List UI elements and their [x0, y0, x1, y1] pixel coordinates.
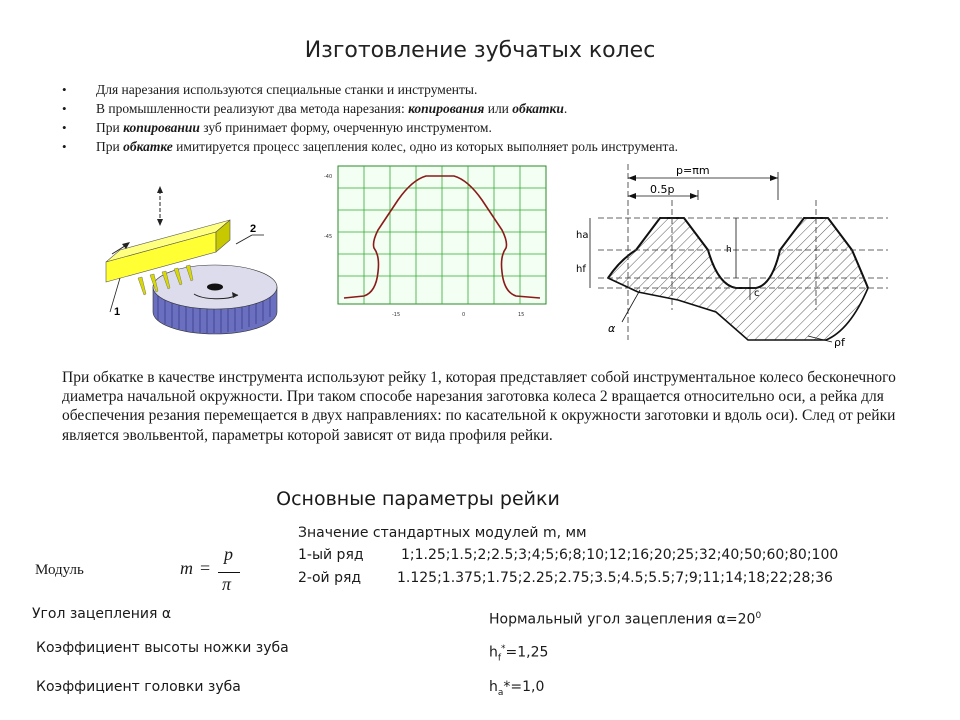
bullet-item: • В промышленности реализуют два метода нарезания: копирования или обкатки. — [62, 99, 678, 118]
page-title: Изготовление зубчатых колес — [304, 38, 656, 63]
alpha-label: α — [608, 322, 616, 335]
y-tick: -40 — [324, 174, 333, 180]
hf-coef-label: Коэффициент высоты ножки зуба — [36, 640, 289, 656]
formula-denominator: π — [222, 574, 232, 594]
row2-label: 2-ой ряд — [298, 570, 362, 586]
angle-label: Угол зацепления α — [32, 606, 172, 622]
row1-values: 1;1.25;1.5;2;2.5;3;4;5;6;8;10;12;16;20;25;32;40;50;60;80;100 — [401, 547, 839, 563]
row1-label: 1-ый ряд — [298, 547, 364, 563]
x-tick: 15 — [518, 312, 525, 318]
ha-coef-value: $h_a*=1,0$ — [489, 679, 545, 698]
y-tick: -45 — [324, 234, 333, 240]
gear-rack-illustration — [98, 182, 298, 342]
description-paragraph: При обкатке в качестве инструмента используют рейку 1, которая представляет собой инструментальное колесо бесконечного диаметра начальной окружности. При таком способе нарезания заготовка колеса 2 вращается относительно оси, а рейка для обеспечения резания перемещается в двух направлениях: по касательной к окружности заготовки и вдоль оси). След от рейки является эвольвентой, параметры которой зависят от вида профиля рейки. — [62, 369, 896, 444]
label-2: 2 — [250, 223, 257, 235]
ha-coef-label: Коэффициент головки зуба — [36, 679, 241, 695]
rack-profile-diagram — [568, 160, 898, 355]
formula-eq: = — [200, 558, 211, 578]
row2-values: 1.125;1.375;1.75;2.25;2.75;3.5;4.5;5.5;7;9;11;14;18;22;28;36 — [397, 570, 833, 586]
tooth-profile-plot — [322, 164, 552, 329]
c-label: c — [754, 288, 760, 299]
half-pitch-label: 0.5p — [650, 183, 675, 196]
angle-value: Нормальный угол зацепления $\alpha=20^0$ — [489, 611, 762, 628]
section-subtitle: Основные параметры рейки — [276, 488, 560, 510]
label-1: 1 — [114, 306, 121, 318]
h-label: h — [726, 245, 732, 255]
bullet-item: • При копировании зуб принимает форму, очерченную инструментом. — [62, 118, 678, 137]
module-formula — [180, 544, 260, 600]
hf-coef-value: $h_f^*=1,25$ — [489, 644, 549, 664]
modules-heading: Значение стандартных модулей m, мм — [298, 525, 587, 541]
bullet-item: • При обкатке имитируется процесс зацепления колес, одно из которых выполняет роль инструмента. — [62, 137, 678, 156]
x-tick: -15 — [392, 312, 401, 318]
bullet-item: • Для нарезания используются специальные станки и инструменты. — [62, 80, 678, 99]
x-tick: 0 — [462, 312, 466, 318]
formula-m: m — [180, 558, 193, 578]
ha-label: ha — [576, 230, 589, 241]
pitch-label: p=πm — [676, 164, 710, 177]
rho-label: ρf — [834, 336, 845, 349]
bullet-list — [62, 80, 678, 156]
formula-numerator: p — [224, 544, 233, 564]
hf-label: hf — [576, 264, 586, 275]
module-label: Модуль — [35, 562, 84, 578]
